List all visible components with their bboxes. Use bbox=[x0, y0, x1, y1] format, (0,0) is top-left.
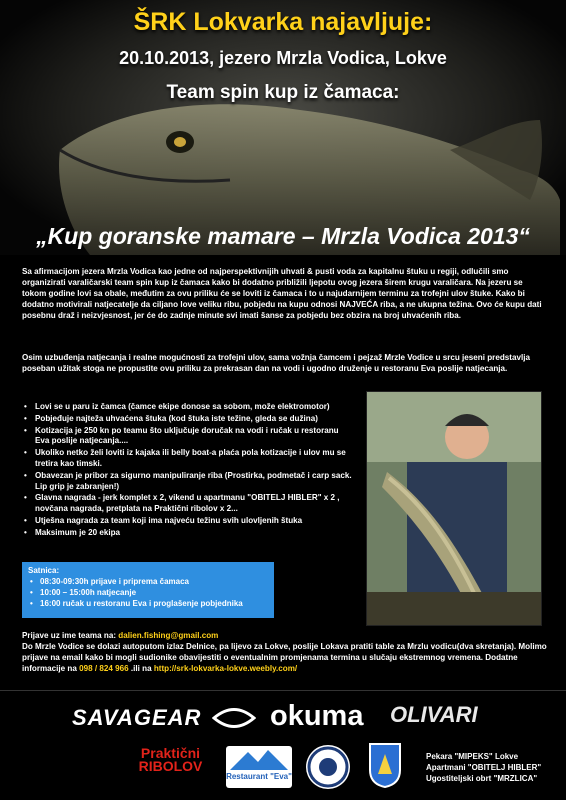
hero-pike-image bbox=[0, 0, 566, 255]
signup-prefix: Prijave uz ime teama na: bbox=[22, 631, 119, 640]
schedule-item: • 16:00 ručak u restoranu Eva i proglašenje pobjednika bbox=[28, 598, 268, 609]
sponsor-line: Pekara "MIPEKS" Lokve bbox=[426, 752, 519, 761]
rules-list bbox=[22, 402, 352, 540]
rule-item: • Maksimum je 20 ekipa bbox=[22, 528, 352, 539]
rule-item: • Ukoliko netko želi loviti iz kajaka ili belly boat-a plaća pola kotizacije i ulov mu se tretira kao timski. bbox=[22, 448, 352, 470]
organizer-announcement: ŠRK Lokvarka najavljuje: bbox=[133, 8, 433, 36]
local-sponsors-list bbox=[426, 751, 566, 784]
sponsor-line: Ugostiteljski obrt "MRZLICA" bbox=[426, 774, 538, 783]
signup-mid-text: .ili na bbox=[128, 664, 154, 673]
signup-info bbox=[22, 630, 547, 674]
intro-paragraph: Sa afirmacijom jezera Mrzla Vodica kao jedne od najperspektivnijih uhvati & pusti voda za kapitalnu štuku u regiji, odlučili smo organizirati varaličarski team spin kup iz čamaca kako bi dodatno približili ljepotu ovog jezera širem krugu varaličara. Na jezeru se tokom godine lovi sa obale, međutim za ovu priliku će se loviti iz čamaca i to u najudarnijem terminu za trofejni ulov štuke. Kako bi dodatno motivirali natjecatelje da ciljano love veliku ribu, pobjedu na kupu odnosi NAJVEĆA riba, a ne ukupna težina. Ovo će kupu dati posebnu draž i neizvjesnost, jer će do zadnje minute svi imati šanse za pobjedu bez obzira na broj uhvaćenih riba. bbox=[22, 267, 542, 320]
schedule-item: • 08:30-09:30h prijave i priprema čamaca bbox=[28, 576, 268, 587]
seal-icon bbox=[306, 745, 350, 789]
prakticni-ribolov-logo: Praktični RIBOLOV bbox=[138, 745, 203, 774]
event-title: „Kup goranske mamare – Mrzla Vodica 2013“ bbox=[36, 223, 530, 249]
event-type: Team spin kup iz čamaca: bbox=[166, 82, 400, 103]
directions-text: Do Mrzle Vodice se dolazi autoputom izlaz Delnice, pa lijevo za Lokve, poslije Lokava pratiti table za Mrzlu vodicu(dva skretanja). Molimo prijave na email kako bi mogli sudionike obavijestiti o eventualnim promjenama termina u slučaju ekstremnog vremena. Dodatne informacije na bbox=[22, 642, 547, 673]
angler-photo-illustration bbox=[367, 392, 541, 625]
restaurant-eva-logo bbox=[226, 746, 292, 788]
restaurant-eva-label: Restaurant "Eva" bbox=[226, 772, 292, 781]
schedule-list bbox=[28, 576, 268, 609]
schedule-item: • 10:00 – 15:00h natjecanje bbox=[28, 587, 268, 598]
rule-item: • Obavezan je pribor za sigurno manipuliranje riba (Prostirka, podmetač i carp sack. Lip grip je zabranjen!) bbox=[22, 471, 352, 493]
pike-illustration bbox=[0, 0, 566, 255]
angler-with-pike-photo bbox=[366, 391, 542, 626]
schedule-title: Satnica: bbox=[28, 566, 60, 575]
club-seal-logo bbox=[306, 745, 350, 789]
rule-item: • Pobjeđuje najteža uhvaćena štuka (kod štuka iste težine, gleda se dužina) bbox=[22, 414, 352, 425]
schedule-box bbox=[22, 562, 274, 618]
okuma-logo: okuma bbox=[270, 700, 364, 732]
second-paragraph: Osim uzbuđenja natjecanja i realne mogućnosti za trofejni ulov, sama vožnja čamcem i pejzaž Mrzle Vodice u srcu jeseni predstavlja poseban užitak stoga ne propustite ovu priliku za prekrasan dan na vodi i ugodno druženje u restoranu Eva poslije natjecanja. bbox=[22, 353, 530, 373]
rule-item: • Utješna nagrada za team koji ima najveću težinu svih ulovljenih štuka bbox=[22, 516, 352, 527]
rule-item: • Lovi se u paru iz čamca (čamce ekipe donose sa sobom, može elektromotor) bbox=[22, 402, 352, 413]
savage-gear-logo: SAVAGEAR bbox=[72, 705, 202, 730]
signup-email-link[interactable]: dalien.fishing@gmail.com bbox=[118, 631, 219, 640]
savage-gear-fish-icon bbox=[212, 705, 256, 731]
mountain-icon bbox=[226, 746, 292, 772]
rule-item: • Kotizacija je 250 kn po teamu što uključuje doručak na vodi i ručak u restoranu Eva poslije natjecanja.... bbox=[22, 426, 352, 448]
olivari-logo: OLIVARI bbox=[390, 702, 478, 727]
event-date-location: 20.10.2013, jezero Mrzla Vodica, Lokve bbox=[119, 48, 447, 68]
sponsors-section bbox=[0, 690, 566, 800]
contact-phone: 098 / 824 966 bbox=[79, 664, 129, 673]
sponsor-line: Apartmani "OBITELJ HIBLER" bbox=[426, 763, 542, 772]
rule-item: • Glavna nagrada - jerk komplet x 2, vikend u apartmanu "OBITELJ HIBLER" x 2 , novčana nagrada, pretplata na Praktični ribolov x 2... bbox=[22, 493, 352, 515]
lokve-crest-icon bbox=[368, 742, 402, 788]
website-link[interactable]: http://srk-lokvarka-lokve.weebly.com/ bbox=[153, 664, 298, 673]
